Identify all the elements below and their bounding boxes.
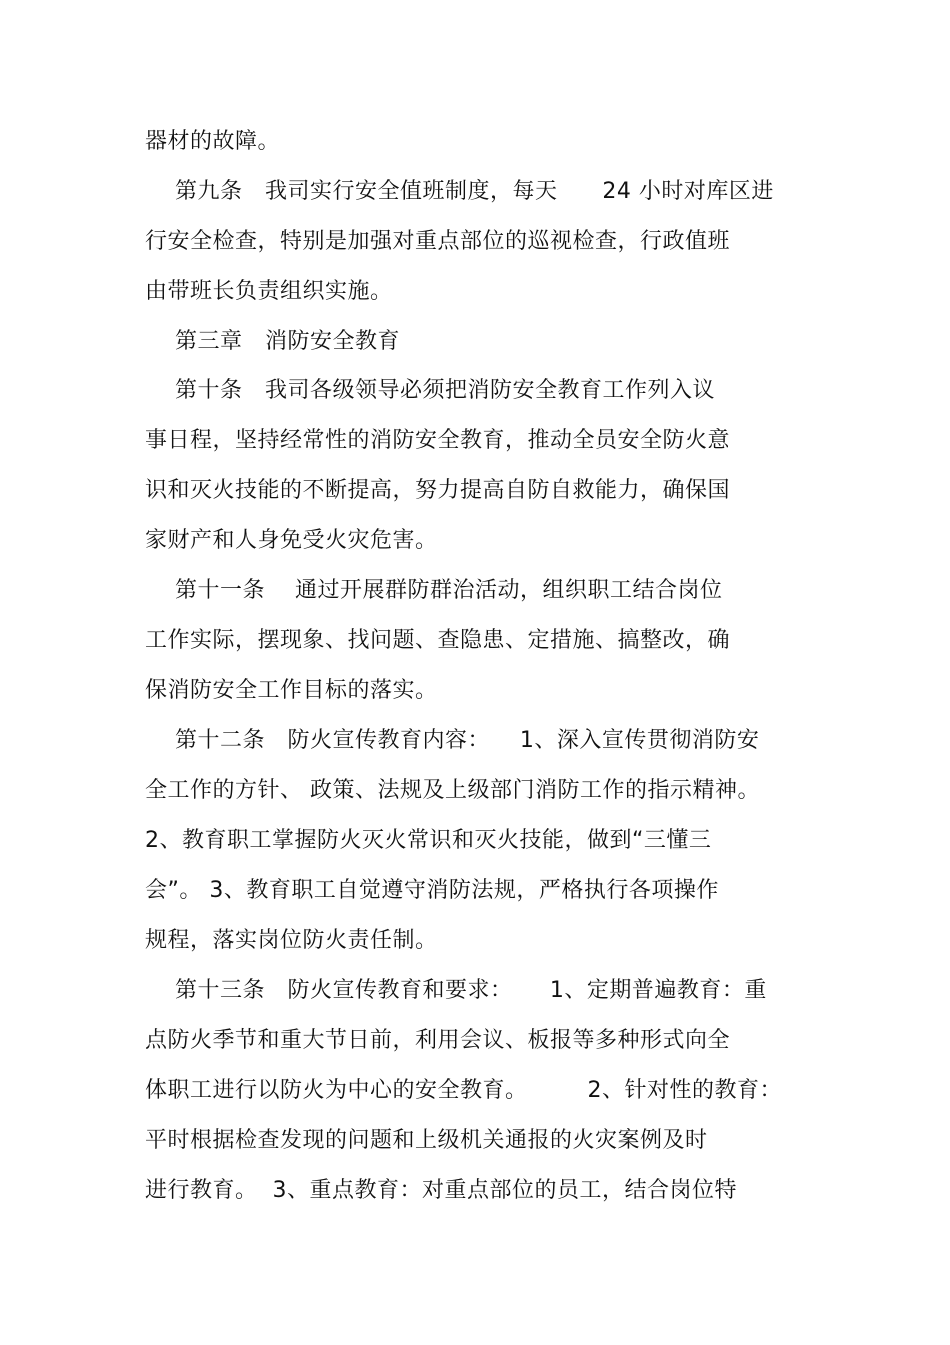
text-line: 识和灭火技能的不断提高，努力提高自防自救能力，确保国 [145,478,731,503]
text-line: 会”。 3、教育职工自觉遵守消防法规，严格执行各项操作 [145,878,719,903]
text-line: 2、教育职工掌握防火灭火常识和灭火技能，做到“三懂三 [145,828,712,853]
text-line: 规程，落实岗位防火责任制。 [145,928,438,953]
text-line: 全工作的方针、 政策、法规及上级部门消防工作的指示精神。 [145,778,760,803]
text-line: 体职工进行以防火为中心的安全教育。 2、针对性的教育： [145,1078,782,1103]
text-line: 第十一条 通过开展群防群治活动，组织职工结合岗位 [145,578,723,603]
text-line: 第十条 我司各级领导必须把消防安全教育工作列入议 [145,378,715,403]
text-line: 由带班长负责组织实施。 [145,279,393,304]
text-line: 第十三条 防火宣传教育和要求： 1、定期普遍教育：重 [145,978,767,1003]
chapter-heading: 第三章 消防安全教育 [145,329,400,354]
text-line: 工作实际，摆现象、找问题、查隐患、定措施、搞整改，确 [145,628,731,653]
text-line: 第九条 我司实行安全值班制度，每天 24 小时对库区进 [145,179,774,204]
text-line: 器材的故障。 [145,129,281,154]
text-line: 事日程，坚持经常性的消防安全教育，推动全员安全防火意 [145,428,731,453]
text-line: 第十二条 防火宣传教育内容： 1、深入宣传贯彻消防安 [145,728,760,753]
text-line: 保消防安全工作目标的落实。 [145,678,438,703]
text-line: 平时根据检查发现的问题和上级机关通报的火灾案例及时 [145,1128,708,1153]
text-line: 家财产和人身免受火灾危害。 [145,528,438,553]
text-line: 点防火季节和重大节日前，利用会议、板报等多种形式向全 [145,1028,731,1053]
text-line: 进行教育。 3、重点教育：对重点部位的员工，结合岗位特 [145,1178,737,1203]
text-line: 行安全检查，特别是加强对重点部位的巡视检查，行政值班 [145,229,731,254]
